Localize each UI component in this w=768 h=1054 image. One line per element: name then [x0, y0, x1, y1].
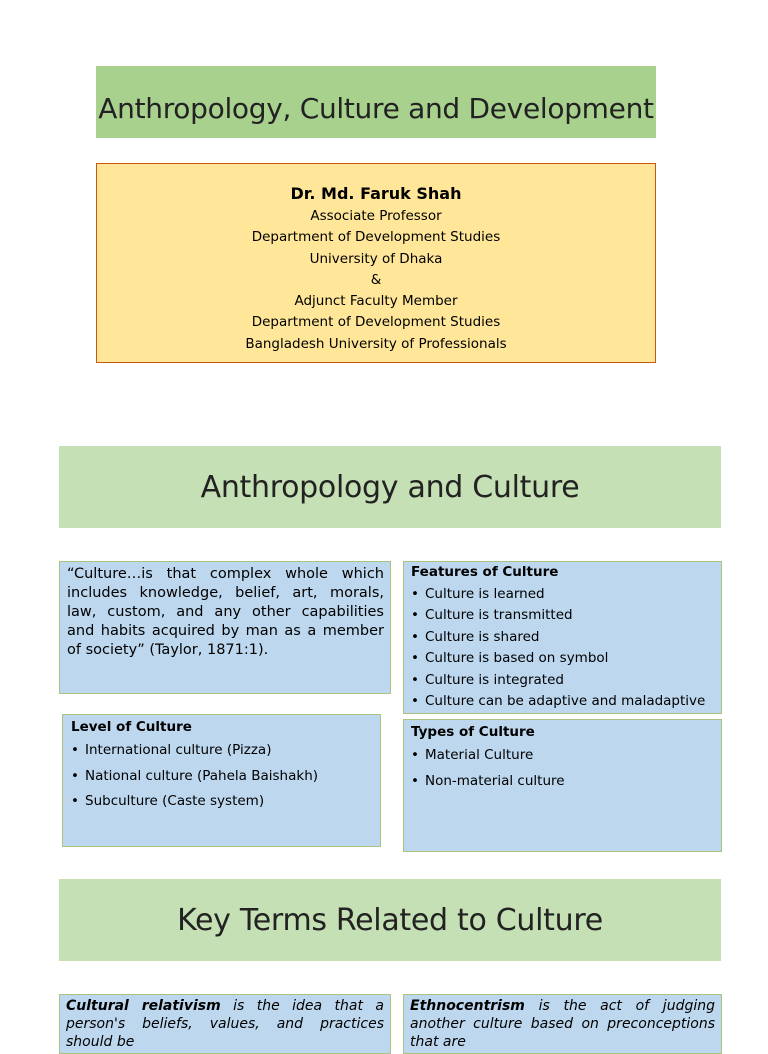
list-item: • Subculture (Caste system) — [71, 789, 372, 815]
types-heading: Types of Culture — [411, 724, 535, 740]
list-item: • International culture (Pizza) — [71, 738, 372, 764]
document-title-text: Anthropology, Culture and Development — [98, 91, 654, 125]
level-heading: Level of Culture — [71, 719, 192, 735]
level-of-culture-box — [62, 714, 381, 847]
list-item: • Culture is based on symbol — [411, 648, 714, 670]
author-line: Associate Professor — [310, 208, 442, 224]
types-list — [411, 743, 714, 794]
section-title-anthropology-culture: Anthropology and Culture — [59, 446, 721, 528]
term-cultural-relativism: Cultural relativism — [66, 998, 221, 1014]
term-definition: is the act of judging another culture based on preconceptions that are — [410, 998, 715, 1050]
term-definition: is the idea that a person's beliefs, values, and practices should be — [66, 998, 385, 1050]
term-ethnocentrism: Ethnocentrism — [410, 998, 525, 1014]
list-item: • Culture can be adaptive and maladaptive — [411, 691, 714, 713]
list-item: • National culture (Pahela Baishakh) — [71, 764, 372, 790]
author-line: Department of Development Studies — [251, 314, 501, 331]
author-name: Dr. Md. Faruk Shah — [290, 184, 462, 203]
list-item: • Culture is shared — [411, 627, 714, 649]
author-line: University of Dhaka — [309, 250, 443, 267]
ethnocentrism-box — [403, 994, 722, 1054]
list-item: • Material Culture — [411, 743, 714, 769]
cultural-relativism-box — [59, 994, 391, 1054]
culture-definition-quote: “Culture…is that complex whole which includes knowledge, belief, art, morals, law, custom, and any other capabilities and habits acquired by man as a member of society” (Taylor, 1871:1). — [59, 561, 391, 694]
author-line: Adjunct Faculty Member — [294, 293, 458, 310]
features-list — [411, 584, 714, 713]
author-line: Bangladesh University of Professionals — [245, 335, 507, 352]
level-list — [71, 738, 372, 815]
author-line: & — [370, 271, 382, 288]
author-line: Department of Development Studies — [251, 229, 501, 246]
features-of-culture-box — [403, 561, 722, 714]
list-item: • Non-material culture — [411, 769, 714, 795]
document-title — [96, 66, 656, 138]
section-title-key-terms: Key Terms Related to Culture — [59, 879, 721, 961]
types-of-culture-box — [403, 719, 722, 852]
list-item: • Culture is integrated — [411, 670, 714, 692]
list-item: • Culture is transmitted — [411, 605, 714, 627]
author-box — [96, 163, 656, 363]
list-item: • Culture is learned — [411, 584, 714, 606]
features-heading: Features of Culture — [411, 564, 559, 580]
